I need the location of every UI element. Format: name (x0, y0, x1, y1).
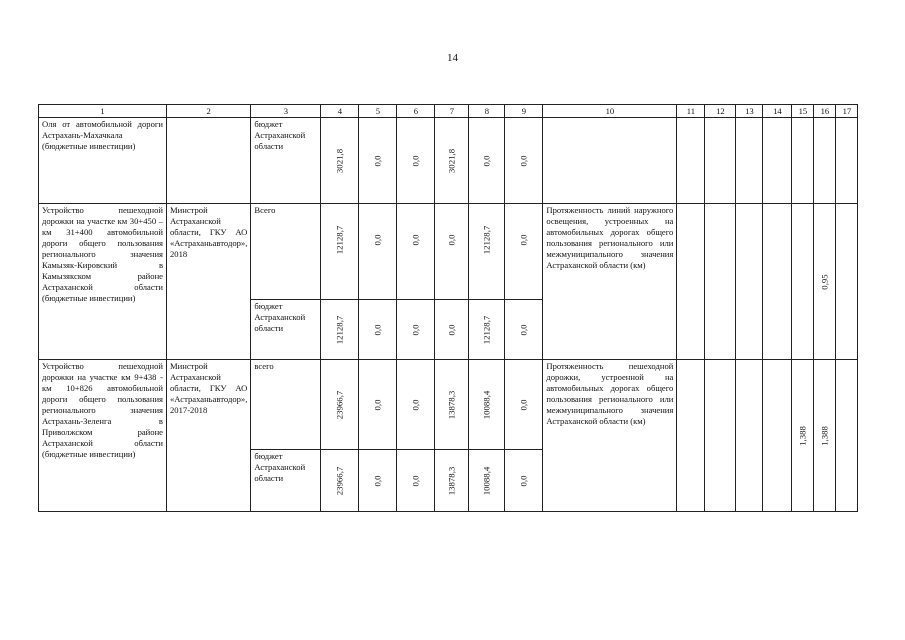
value-cell: 0,0 (372, 399, 383, 410)
header-cell: 6 (397, 105, 435, 118)
value-cell: 0,0 (518, 234, 529, 246)
investment-table (38, 104, 858, 512)
value-cell: 12128,7 (481, 315, 492, 344)
value-cell: 0,0 (518, 155, 529, 166)
page-number: 14 (447, 52, 458, 64)
empty-cell (763, 118, 792, 204)
indicator-value: 1,388 (819, 425, 830, 446)
header-cell: 17 (836, 105, 858, 118)
funding-source: всего (251, 360, 321, 450)
value-cell: 12128,7 (334, 225, 345, 255)
table-row (39, 204, 858, 300)
header-cell: 7 (435, 105, 469, 118)
empty-cell (736, 204, 763, 360)
empty-cell (836, 118, 858, 204)
project-name: Устройство пешеходной дорожки на участке км 30+450 – км 31+400 автомобильной дороги общего пользования регионального значения Камызяк-Кировский в Камызякском районе Астраханской области (бюджетные инвестиции) (39, 204, 167, 360)
value-cell: 23966,7 (334, 390, 345, 419)
value-cell: 0,0 (410, 399, 421, 410)
header-cell: 15 (792, 105, 814, 118)
empty-cell (736, 360, 763, 512)
table-row (39, 118, 858, 204)
value-cell: 10088,4 (481, 390, 492, 419)
empty-cell (836, 204, 858, 360)
value-cell: 0,0 (410, 324, 421, 335)
executor: Минстрой Астраханской области, ГКУ АО «Астраханьавтодор», 2018 (167, 204, 251, 360)
empty-cell (836, 360, 858, 512)
empty-cell (763, 204, 792, 360)
value-cell: 13878,3 (446, 466, 457, 495)
executor (167, 118, 251, 204)
header-cell: 9 (505, 105, 543, 118)
funding-source: Всего (251, 204, 321, 300)
empty-cell (814, 118, 836, 204)
indicator-name (543, 118, 677, 204)
value-cell: 3021,8 (334, 148, 345, 173)
value-cell: 0,0 (518, 475, 529, 486)
header-cell: 14 (763, 105, 792, 118)
header-cell: 4 (321, 105, 359, 118)
header-cell: 16 (814, 105, 836, 118)
empty-cell (705, 204, 736, 360)
value-cell: 0,0 (518, 324, 529, 335)
value-cell: 0,0 (518, 399, 529, 410)
project-name: Оля от автомобильной дороги Астрахань-Махачкала (бюджетные инвестиции) (39, 118, 167, 204)
empty-cell (792, 204, 814, 360)
empty-cell (677, 204, 705, 360)
funding-source: бюджет Астраханской области (251, 300, 321, 360)
empty-cell (763, 360, 792, 512)
value-cell: 0,0 (481, 155, 492, 166)
empty-cell (736, 118, 763, 204)
empty-cell (677, 118, 705, 204)
value-cell: 23966,7 (334, 466, 345, 495)
indicator-value: 0,95 (819, 273, 830, 290)
executor: Минстрой Астраханской области, ГКУ АО «Астраханьавтодор», 2017-2018 (167, 360, 251, 512)
header-cell: 10 (543, 105, 677, 118)
value-cell: 0,0 (410, 155, 421, 166)
indicator-value: 1,388 (797, 425, 808, 446)
value-cell: 0,0 (446, 324, 457, 335)
header-cell: 8 (469, 105, 505, 118)
table-row (39, 360, 858, 450)
empty-cell (792, 118, 814, 204)
header-row (39, 105, 858, 118)
value-cell: 0,0 (372, 475, 383, 486)
header-cell: 1 (39, 105, 167, 118)
header-cell: 3 (251, 105, 321, 118)
empty-cell (705, 118, 736, 204)
value-cell: 0,0 (372, 324, 383, 335)
header-cell: 5 (359, 105, 397, 118)
empty-cell (705, 360, 736, 512)
value-cell: 3021,8 (446, 148, 457, 173)
value-cell: 0,0 (372, 234, 383, 246)
value-cell: 13878,3 (446, 390, 457, 419)
header-cell: 13 (736, 105, 763, 118)
indicator-name: Протяженность пешеходной дорожки, устроенной на автомобильных дорогах общего пользования регионального или межмуниципального значения Астраханской области (км) (543, 360, 677, 512)
indicator-name: Протяженность линий наружного освещения, устроенных на автомобильных дорогах общего пользования регионального или межмуниципального значения Астраханской области (км) (543, 204, 677, 360)
header-cell: 2 (167, 105, 251, 118)
value-cell: 0,0 (446, 234, 457, 246)
empty-cell (677, 360, 705, 512)
value-cell: 12128,7 (481, 225, 492, 255)
value-cell: 0,0 (410, 475, 421, 486)
header-cell: 12 (705, 105, 736, 118)
header-cell: 11 (677, 105, 705, 118)
funding-source: бюджет Астраханской области (251, 118, 321, 204)
value-cell: 0,0 (410, 234, 421, 246)
value-cell: 0,0 (372, 155, 383, 166)
value-cell: 10088,4 (481, 466, 492, 495)
value-cell: 12128,7 (334, 315, 345, 344)
project-name: Устройство пешеходной дорожки на участке км 9+438 - км 10+826 автомобильной дороги общего пользования регионального значения Астрахань-Зеленга в Приволжском районе Астраханской области (бюджетные инвестиции) (39, 360, 167, 512)
funding-source: бюджет Астраханской области (251, 450, 321, 512)
